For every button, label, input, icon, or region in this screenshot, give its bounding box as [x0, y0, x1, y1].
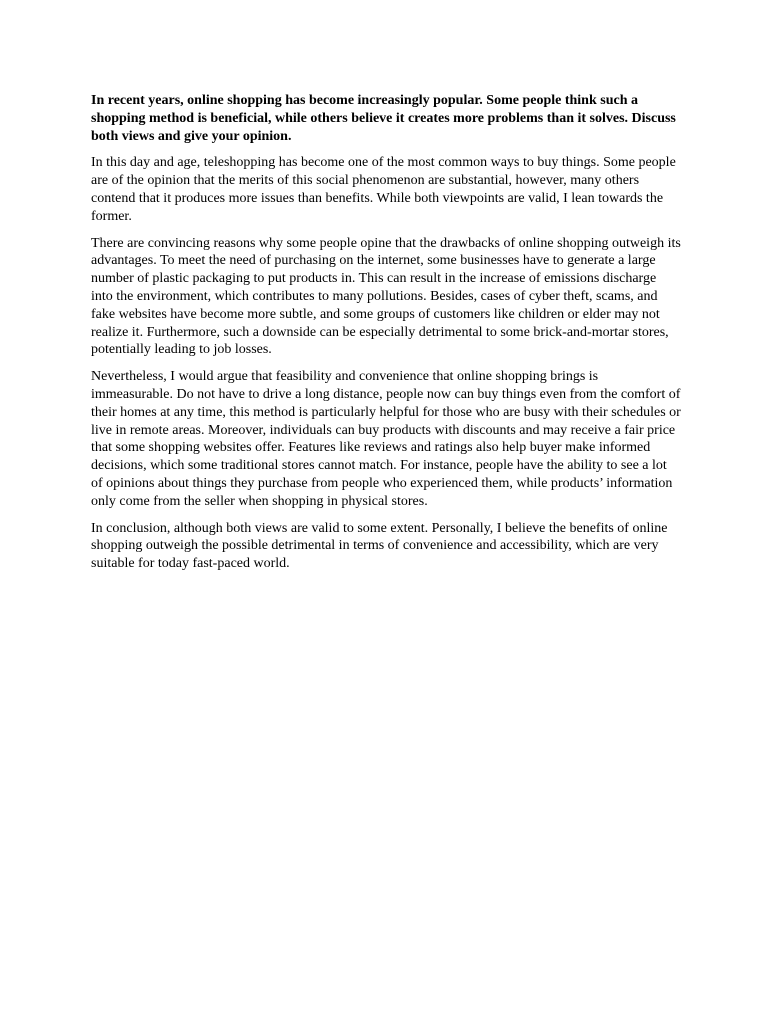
essay-paragraph-conclusion: In conclusion, although both views are valid to some extent. Personally, I believe the benefits of online shopping outweigh the possible detrimental in terms of convenience and accessibility, which are very suitable for today fast-paced world. — [91, 520, 668, 572]
document-page — [91, 92, 681, 582]
essay-paragraph-introduction: In this day and age, teleshopping has become one of the most common ways to buy things. Some people are of the opinion that the merits of this social phenomenon are substantial, however, many others contend that it produces more issues than benefits. While both viewpoints are valid, I lean towards the former. — [91, 155, 676, 224]
essay-prompt: In recent years, online shopping has become increasingly popular. Some people think such a shopping method is beneficial, while others believe it creates more problems than it solves. Discuss both views and give your opinion. — [91, 93, 676, 144]
essay-paragraph-benefits: Nevertheless, I would argue that feasibility and convenience that online shopping brings is immeasurable. Do not have to drive a long distance, people now can buy things even from the comfort of their homes at any time, this method is particularly helpful for those who are busy with their schedules or live in remote areas. Moreover, individuals can buy products with discounts and may receive a fair price that some shopping websites offer. Features like reviews and ratings also help buyer make informed decisions, which some traditional stores cannot match. For instance, people have the ability to see a lot of opinions about things they purchase from people who experienced them, while products’ information only come from the seller when shopping in physical stores. — [91, 369, 681, 509]
essay-paragraph-drawbacks: There are convincing reasons why some people opine that the drawbacks of online shopping outweigh its advantages. To meet the need of purchasing on the internet, some businesses have to generate a large number of plastic packaging to put products in. This can result in the increase of emissions discharge into the environment, which contributes to many pollutions. Besides, cases of cyber theft, scams, and fake websites have become more subtle, and some groups of customers like children or elder may not realize it. Furthermore, such a downside can be especially detrimental to some brick-and-mortar stores, potentially leading to job losses. — [91, 235, 681, 358]
